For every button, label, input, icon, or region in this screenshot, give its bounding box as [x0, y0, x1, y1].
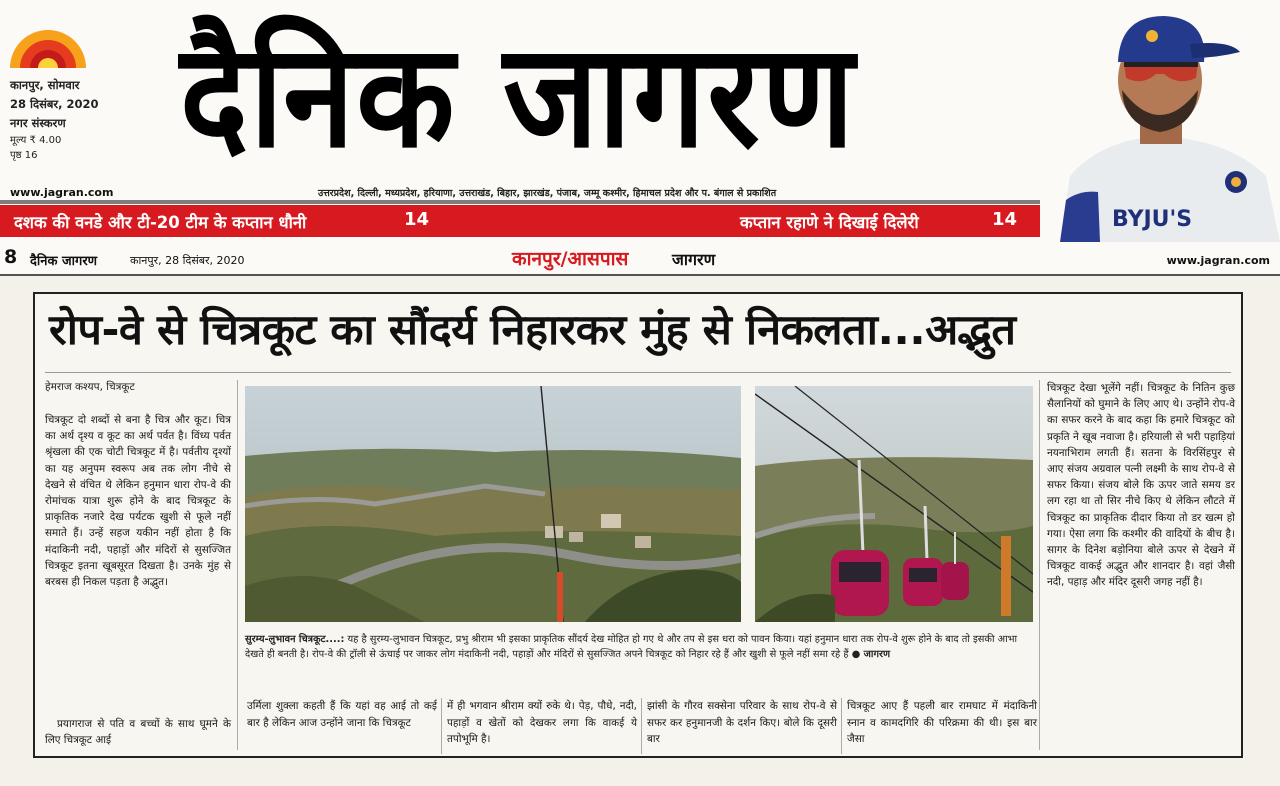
- city-day: कानपुर, सोमवार: [10, 78, 80, 92]
- article-headline: रोप-वे से चित्रकूट का सौंदर्य निहारकर मुंह से निकलता...अद्भुत: [49, 305, 1016, 354]
- teaser-headline-1[interactable]: दशक की वनडे और टी-20 टीम के कप्तान धौनी: [14, 213, 307, 232]
- strip-website-link[interactable]: www.jagran.com: [1166, 254, 1270, 267]
- issue-date: 28 दिसंबर, 2020: [10, 97, 99, 111]
- photo-caption: [245, 632, 1035, 662]
- teaser-page-2: 14: [992, 209, 1018, 230]
- cricketer-photo: [1040, 0, 1280, 242]
- strip-place-date: कानपुर, 28 दिसंबर, 2020: [130, 254, 245, 267]
- ropeway-gondola-photo: [755, 386, 1033, 622]
- caption-credit: ● जागरण: [851, 649, 891, 660]
- article-column-1-continued: प्रयागराज से पति व बच्चों के साथ घूमने के लिए चित्रकूट आई: [45, 718, 231, 747]
- jersey-text: BYJU'S: [1112, 207, 1193, 232]
- column-divider: [237, 380, 238, 750]
- page-count: पृष्ठ 16: [10, 150, 38, 161]
- caption-lead: सुरम्य-लुभावन चित्रकूट....:: [245, 634, 345, 645]
- website-link[interactable]: www.jagran.com: [10, 186, 114, 199]
- headline-divider: [45, 372, 1231, 373]
- column-divider: [841, 698, 842, 754]
- section-title: कानपुर/आसपास: [512, 248, 629, 270]
- article-column-5: चित्रकूट आए हैं पहली बार रामघाट में मंदाकिनी स्नान व कामदगिरि की परिक्रमा की थी। इस बार जैसा: [847, 700, 1037, 745]
- column-divider: [641, 698, 642, 754]
- landscape-photo: [245, 386, 741, 622]
- strip-brand: दैनिक जागरण: [30, 254, 98, 269]
- newspaper-title: दैनिक जागरण: [180, 13, 857, 181]
- teaser-headline-2[interactable]: कप्तान रहाणे ने दिखाई दिलेरी: [740, 213, 919, 232]
- page-number: 8: [4, 246, 18, 268]
- teaser-page-1: 14: [404, 209, 430, 230]
- column-divider: [441, 698, 442, 754]
- article-column-3: में ही भगवान श्रीराम क्यों रुके थे। पेड़, पौधे, नदी, पहाड़ों व खेतों को देखकर लगा कि वाकई ये तपोभूमि है।: [447, 700, 637, 745]
- edition-info: [10, 76, 99, 163]
- page-header-strip: [0, 242, 1280, 276]
- article-column-4: झांसी के गौरव सक्सेना परिवार के साथ रोप-वे से सफर कर हनुमानजी के दर्शन किए। बोले कि दूसरी बार: [647, 700, 837, 745]
- price: मूल्य ₹ 4.00: [10, 135, 62, 146]
- byline: हेमराज कश्यप, चित्रकूट: [45, 381, 135, 393]
- article-box: [33, 292, 1243, 758]
- article-column-1: चित्रकूट दो शब्दों से बना है चित्र और कूट। चित्र का अर्थ दृश्य व कूट का अर्थ पर्वत है। विंध्य पर्वत श्रृंखला की एक चोटी चित्रकूट में है। पर्वतीय दृश्यों का यह अनुपम स्वरूप अब तक लोग नीचे से देखने से वंचित थे लेकिन हनुमान धारा रोप-वे की रोमांचक यात्रा शुरू होने के बाद चित्रकूट के प्राकृतिक नजारे देख पर्यटक खुशी से फूले नहीं समाते हैं। उन्हें सहज यकीन नहीं होता है कि मंदाकिनी नदी, पहाड़ों और मंदिरों से सुसज्जित चित्रकूट इतना खूबसूरत दिखता है। उनके मुंह से बरबस ही निकल पड़ता है अद्भुत।: [45, 414, 231, 589]
- jagran-sun-logo-icon: [8, 26, 88, 70]
- caption-body: यह है सुरम्य-लुभावन चित्रकूट, प्रभु श्रीराम भी इसका प्राकृतिक सौंदर्य देख मोहित हो गए थे और तप से इस धरा को पावन किया। यहां हनुमान धारा तक रोप-वे शुरू होने के बाद तो इसकी आभा देखते ही बनती है। रोप-वे की ट्रॉली से ऊंचाई पर जाकर लोग मंदाकिनी नदी, पहाड़ों और मंदिरों से सुसज्जित अपने चित्रकूट को निहार रहे हैं और खुशी से फूले नहीं समा रहे हैं: [245, 634, 1018, 660]
- publication-states: उत्तरप्रदेश, दिल्ली, मध्यप्रदेश, हरियाणा, उत्तराखंड, बिहार, झारखंड, पंजाब, जम्मू कश्मीर, हिमाचल प्रदेश और प. बंगाल से प्रकाशित: [318, 188, 777, 199]
- edition-name: नगर संस्करण: [10, 116, 66, 130]
- masthead: [0, 0, 1280, 242]
- teaser-band: [0, 205, 1070, 237]
- column-divider: [1039, 380, 1040, 750]
- section-brand: जागरण: [672, 250, 716, 269]
- article-column-2: उर्मिला शुक्ला कहती हैं कि यहां वह आई तो कई बार है लेकिन आज उन्होंने जाना कि चित्रकूट: [247, 700, 437, 729]
- divider: [0, 200, 1060, 204]
- article-column-6: चित्रकूट देखा भूलेंगे नहीं। चित्रकूट के नितिन कुछ सैलानियों को घुमाने के लिए आए थे। उन्होंने रोप-वे का सफर करने के बाद कहा कि हमारे चित्रकूट को प्रकृति ने खूब नवाजा है। हरियाली से भरी पहाड़ियां नयनाभिराम लगती हैं। सतना के विरसिंहपुर से आए संजय अग्रवाल पत्नी लक्ष्मी के साथ रोप-वे से सफर किया। संजय बोले कि ऊपर जाते समय डर लग रहा था तो सिर नीचे किए थे लेकिन लौटते में चित्रकूट का प्राकृतिक दीदार किया तो डर खत्म हो गया। ऐसा लगा कि कश्मीर की वादियों के बीच है। सागर के दिनेश बड़ोनिया बोले ऊपर से देखने में चित्रकूट वाकई अद्भुत और शानदार है। वहां जैसी नदी, पहाड़ और मंदिर दूसरी जगह नहीं है।: [1047, 382, 1235, 589]
